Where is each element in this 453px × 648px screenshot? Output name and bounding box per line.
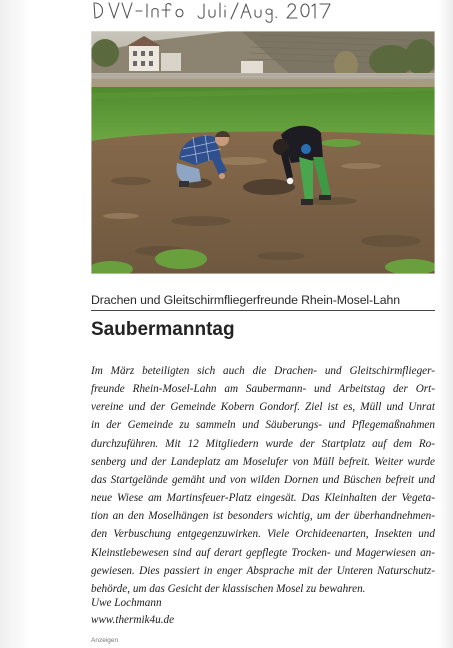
body-line: gewiesen. Dies passiert in enger Absprache mit der Unteren Naturschutz- [91, 564, 435, 577]
footer-section-label: Anzeigen [91, 637, 119, 644]
kicker-divider [91, 310, 435, 311]
article-body [91, 362, 435, 598]
body-line: tion an den Moselhängen ist besonders wichtig, um der überhandnehmen- [91, 510, 435, 523]
article-title: Saubermanntag [91, 319, 235, 340]
body-line: durchzuführen. Mit 12 Mitgliedern wurde der Startplatz auf dem Ro- [91, 437, 435, 450]
handwritten-note [92, 0, 352, 24]
body-line: Kleinstlebewesen sind auf derart gepflegte Trocken- und Magerwiesen an- [91, 546, 435, 559]
body-line: senberg und der Landeplatz am Moselufer von Müll befreit. Weiter wurde [91, 455, 435, 468]
article-author: Uwe Lochmann [91, 597, 162, 609]
body-line: den Verbuschung entgegenzuwirken. Viele Orchideenarten, Insekten und [91, 528, 435, 541]
article-photo [91, 31, 435, 274]
page-gutter-right [439, 0, 453, 648]
body-line: Im März beteiligten sich auch die Drachen- und Gleitschirmflieger- [91, 365, 435, 377]
body-line: neue Wiese am Martinsfeuer-Platz eingesät. Das Kleinhalten der Vegeta- [91, 492, 435, 505]
body-line: das Startgelände gemäht und von wilden Dornen und Büschen befreit und [91, 473, 435, 486]
article-website-link[interactable]: www.thermik4u.de [91, 614, 175, 626]
body-line: freunde Rhein-Mosel-Lahn am Saubermann- und Arbeitstag der Ort- [91, 383, 435, 396]
article-kicker: Drachen und Gleitschirmfliegerfreunde Rhein-Mosel-Lahn [91, 293, 401, 307]
body-line: vereine und der Gemeinde Kobern Gondorf. Ziel ist es, Müll und Unrat [91, 401, 435, 414]
body-line: in der Gemeinde zu sammeln und Säuberungs- und Pflegemaßnahmen [91, 419, 435, 432]
page-gutter-left [0, 0, 30, 648]
body-line: behörde, um das Gesicht der klassischen Mosel zu bewahren. [91, 582, 366, 595]
